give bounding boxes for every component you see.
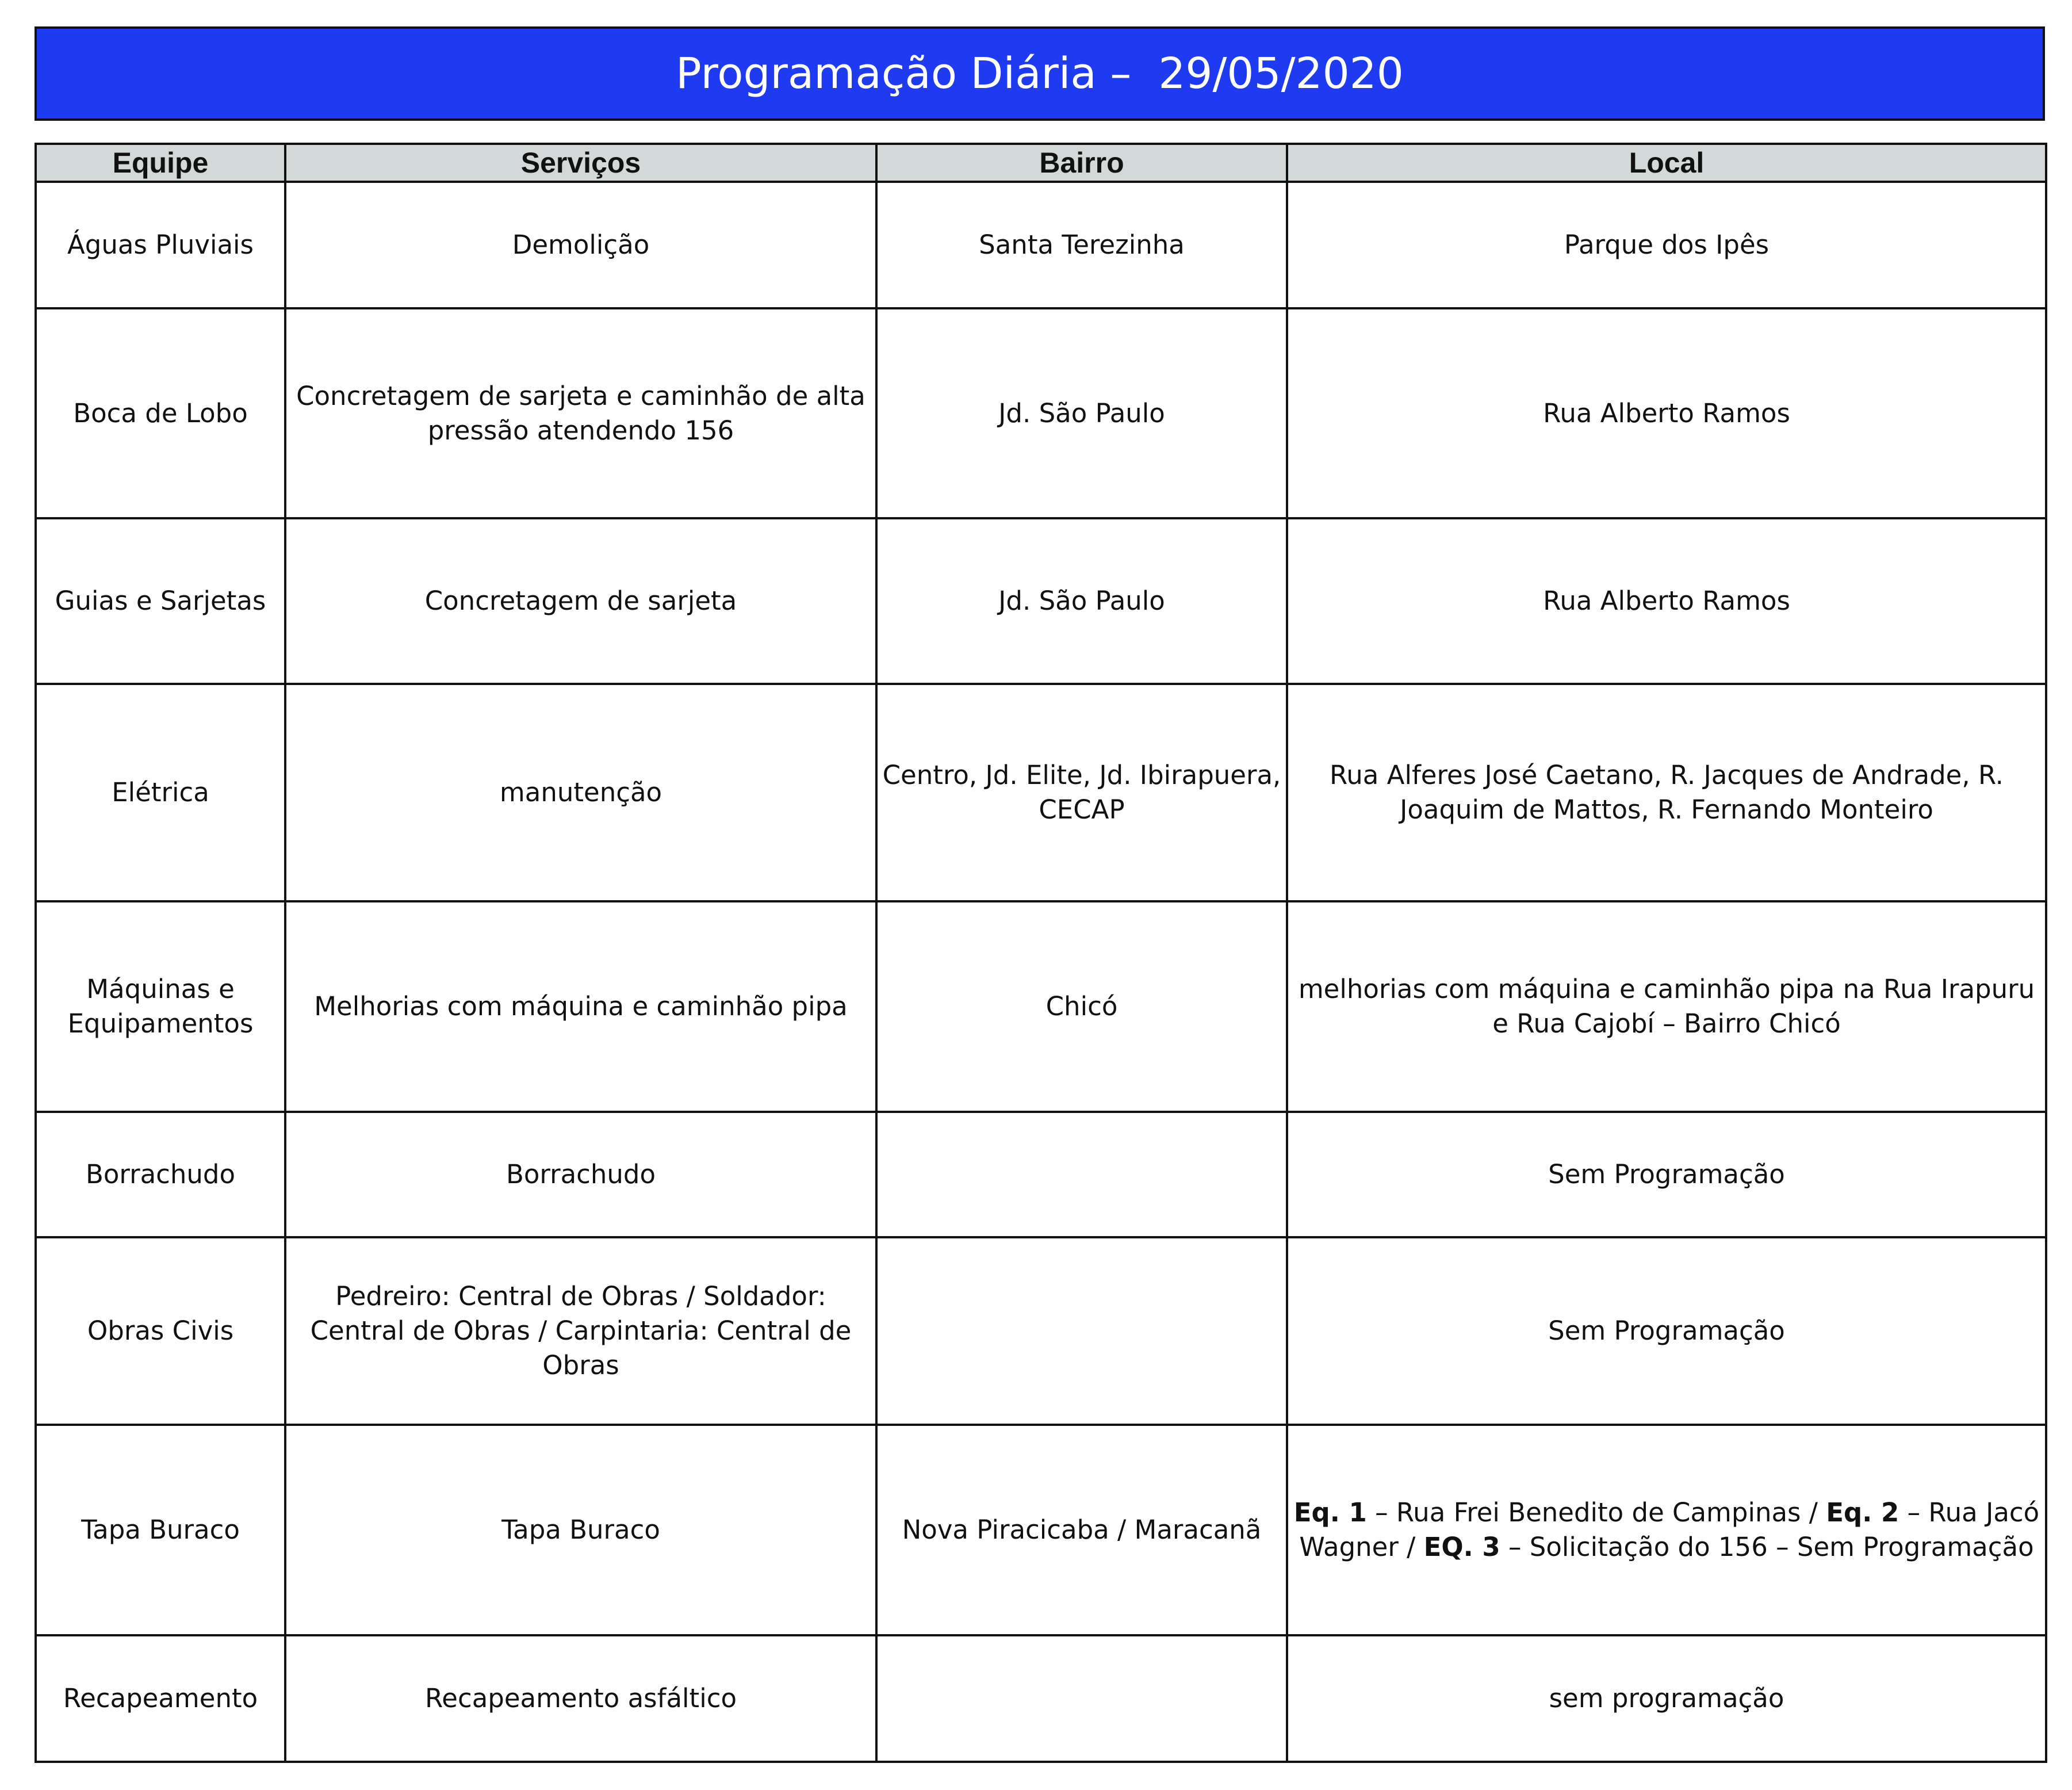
cell-equipe: Águas Pluviais [36, 182, 285, 308]
cell-servicos: Demolição [285, 182, 876, 308]
table-row [36, 1425, 2046, 1635]
cell-equipe: Elétrica [36, 684, 285, 901]
table-row [36, 1237, 2046, 1425]
cell-bairro [876, 1635, 1287, 1762]
title-bar [35, 26, 2045, 121]
cell-bairro: Jd. São Paulo [876, 518, 1287, 684]
cell-local: Sem Programação [1287, 1112, 2046, 1237]
cell-bairro: Centro, Jd. Elite, Jd. Ibirapuera, CECAP [876, 684, 1287, 901]
cell-equipe: Guias e Sarjetas [36, 518, 285, 684]
table-row [36, 518, 2046, 684]
cell-equipe: Obras Civis [36, 1237, 285, 1425]
table-row [36, 901, 2046, 1112]
cell-bairro: Nova Piracicaba / Maracanã [876, 1425, 1287, 1635]
cell-servicos: Concretagem de sarjeta e caminhão de alta pressão atendendo 156 [285, 308, 876, 518]
cell-servicos: Pedreiro: Central de Obras / Soldador: Central de Obras / Carpintaria: Central de Obras [285, 1237, 876, 1425]
cell-servicos: Borrachudo [285, 1112, 876, 1237]
eq3-label: EQ. 3 [1423, 1532, 1500, 1562]
column-header-local: Local [1287, 144, 2046, 182]
eq2-text: – Rua Jacó Wagner / [1299, 1497, 2040, 1562]
cell-local: sem programação [1287, 1635, 2046, 1762]
cell-local: Rua Alferes José Caetano, R. Jacques de Andrade, R. Joaquim de Mattos, R. Fernando Monteiro [1287, 684, 2046, 901]
cell-local [1287, 1425, 2046, 1635]
page-title: Programação Diária – 29/05/2020 [676, 49, 1404, 98]
cell-servicos: Melhorias com máquina e caminhão pipa [285, 901, 876, 1112]
schedule-table [35, 143, 2047, 1763]
cell-local: Sem Programação [1287, 1237, 2046, 1425]
cell-servicos: manutenção [285, 684, 876, 901]
column-header-servicos: Serviços [285, 144, 876, 182]
cell-local: melhorias com máquina e caminhão pipa na Rua Irapuru e Rua Cajobí – Bairro Chicó [1287, 901, 2046, 1112]
eq1-text: – Rua Frei Benedito de Campinas / [1366, 1497, 1826, 1528]
cell-equipe: Recapeamento [36, 1635, 285, 1762]
cell-bairro [876, 1112, 1287, 1237]
column-header-equipe: Equipe [36, 144, 285, 182]
cell-equipe: Máquinas e Equipamentos [36, 901, 285, 1112]
header-row [36, 144, 2046, 182]
table-row [36, 1112, 2046, 1237]
cell-equipe: Boca de Lobo [36, 308, 285, 518]
cell-equipe: Tapa Buraco [36, 1425, 285, 1635]
table-row [36, 684, 2046, 901]
eq2-label: Eq. 2 [1826, 1497, 1899, 1528]
cell-bairro: Chicó [876, 901, 1287, 1112]
cell-local: Rua Alberto Ramos [1287, 308, 2046, 518]
table-row [36, 182, 2046, 308]
cell-servicos: Concretagem de sarjeta [285, 518, 876, 684]
eq3-text: – Solicitação do 156 – Sem Programação [1500, 1532, 2034, 1562]
table-row [36, 1635, 2046, 1762]
cell-bairro: Santa Terezinha [876, 182, 1287, 308]
cell-servicos: Recapeamento asfáltico [285, 1635, 876, 1762]
cell-local: Rua Alberto Ramos [1287, 518, 2046, 684]
cell-bairro: Jd. São Paulo [876, 308, 1287, 518]
table-row [36, 308, 2046, 518]
cell-local: Parque dos Ipês [1287, 182, 2046, 308]
cell-servicos: Tapa Buraco [285, 1425, 876, 1635]
cell-bairro [876, 1237, 1287, 1425]
eq1-label: Eq. 1 [1293, 1497, 1367, 1528]
column-header-bairro: Bairro [876, 144, 1287, 182]
cell-equipe: Borrachudo [36, 1112, 285, 1237]
